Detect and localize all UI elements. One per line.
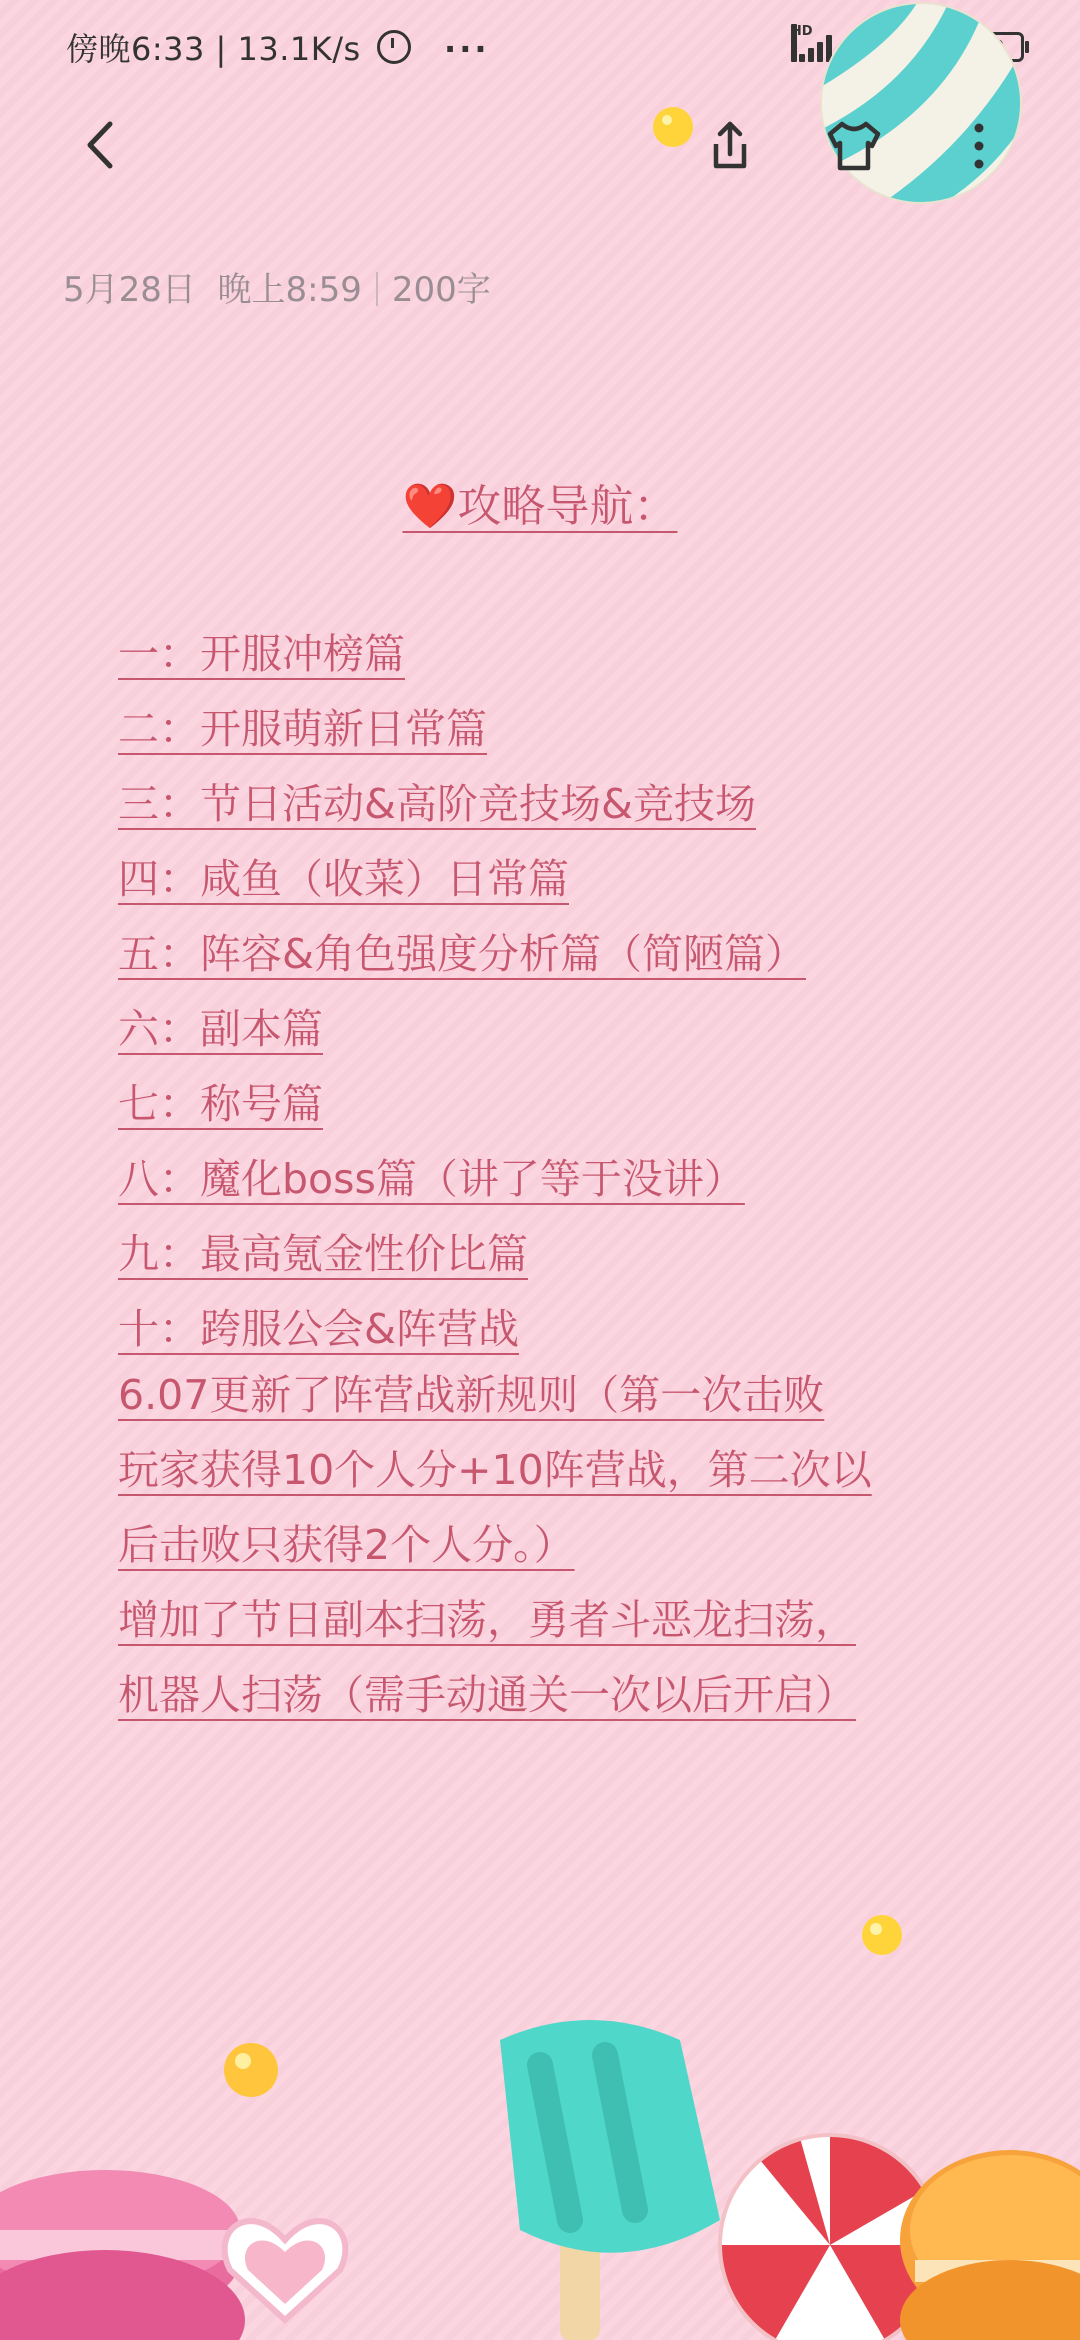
guide-link[interactable]: 四：咸鱼（收菜）日常篇 — [118, 855, 569, 903]
candy-decoration — [0, 1900, 1080, 2340]
word-count: 200字 — [391, 270, 491, 310]
list-item — [118, 842, 978, 917]
list-item — [118, 1217, 978, 1292]
guide-nav-list — [118, 617, 978, 1367]
update-note — [118, 1358, 978, 1733]
guide-link[interactable]: 七：称号篇 — [118, 1080, 323, 1128]
status-net-speed: 13.1K/s — [237, 30, 361, 68]
note-line[interactable]: 玩家获得10个人分+10阵营战，第二次以 — [118, 1446, 872, 1494]
toolbar — [0, 90, 1080, 200]
guide-link[interactable]: 八：魔化boss篇（讲了等于没讲） — [118, 1155, 745, 1203]
alarm-icon — [377, 30, 411, 64]
back-icon[interactable] — [70, 110, 140, 180]
note-line[interactable]: 机器人扫荡（需手动通关一次以后开启） — [118, 1671, 856, 1719]
hd-label: HD — [791, 24, 797, 62]
note-line[interactable]: 增加了节日副本扫荡，勇者斗恶龙扫荡， — [118, 1596, 856, 1644]
note-meta — [63, 262, 491, 311]
heart-icon: ❤️ — [402, 481, 458, 532]
guide-link[interactable]: 九：最高氪金性价比篇 — [118, 1230, 528, 1278]
list-item — [118, 1292, 978, 1367]
list-item — [118, 917, 978, 992]
list-item — [118, 692, 978, 767]
list-item — [118, 1142, 978, 1217]
status-time: 傍晚6:33 — [66, 30, 205, 68]
guide-link[interactable]: 三：节日活动&高阶竞技场&竞技场 — [118, 780, 756, 828]
guide-link[interactable]: 一：开服冲榜篇 — [118, 630, 405, 678]
tshirt-icon[interactable] — [820, 112, 888, 180]
status-more-dots: ··· — [444, 30, 490, 68]
more-vertical-icon[interactable] — [945, 112, 1013, 180]
note-line[interactable]: 6.07更新了阵营战新规则（第一次击败 — [118, 1371, 825, 1419]
yellow-dot-decoration — [650, 104, 696, 150]
list-item — [118, 992, 978, 1067]
note-line[interactable]: 后击败只获得2个人分。） — [118, 1521, 575, 1569]
note-date: 5月28日 — [63, 270, 196, 310]
status-left: 傍晚6:33 | 13.1K/s ··· — [66, 30, 490, 68]
list-item — [118, 767, 978, 842]
share-icon[interactable] — [696, 112, 764, 180]
note-heading — [0, 470, 1080, 534]
guide-link[interactable]: 五：阵容&角色强度分析篇（简陋篇） — [118, 930, 806, 978]
guide-link[interactable]: 六：副本篇 — [118, 1005, 323, 1053]
guide-link[interactable]: 二：开服萌新日常篇 — [118, 705, 487, 753]
heading-text: 攻略导航： — [457, 481, 678, 532]
guide-link[interactable]: 十：跨服公会&阵营战 — [118, 1305, 519, 1353]
list-item — [118, 617, 978, 692]
note-time: 晚上8:59 — [217, 270, 362, 310]
list-item — [118, 1067, 978, 1142]
